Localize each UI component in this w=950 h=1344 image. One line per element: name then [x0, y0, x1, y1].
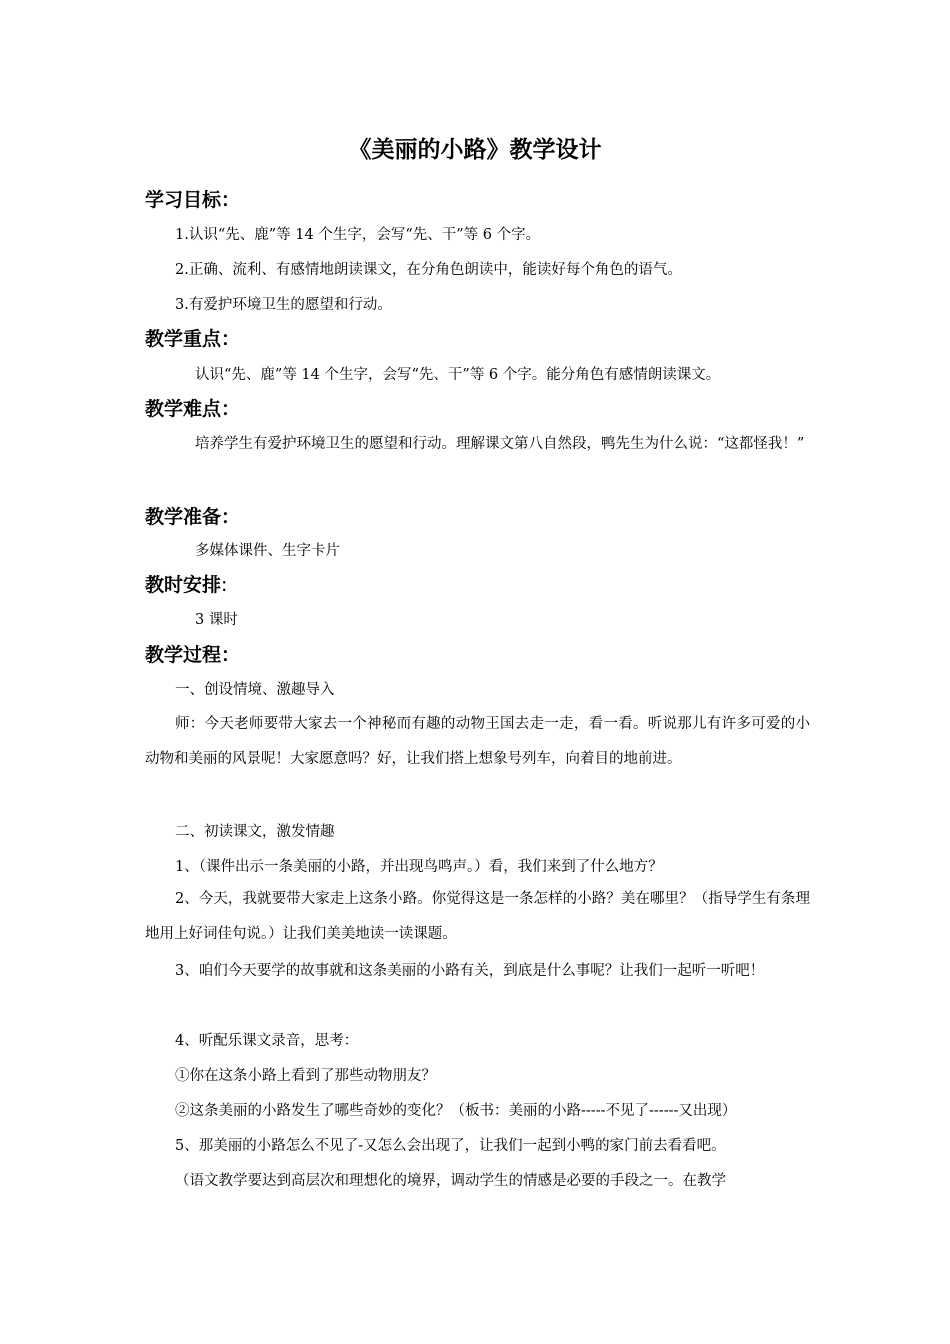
schedule-text: 3 课时: [195, 612, 238, 628]
preparation-text: 多媒体课件、生字卡片: [195, 543, 340, 559]
objective-item-2: 2.正确、流利、有感情地朗读课文，在分角色朗读中，能读好每个角色的语气。: [175, 262, 682, 278]
heading-difficulties: 教学难点：: [145, 398, 241, 420]
process-question-2: ②这条美丽的小路发生了哪些奇妙的变化？（板书：美丽的小路-----不见了------又出现）: [175, 1103, 737, 1119]
document-title: 《美丽的小路》教学设计: [348, 137, 602, 163]
process-step-1: 1、（课件出示一条美丽的小路，并出现鸟鸣声。）看，我们来到了什么地方？: [175, 859, 663, 875]
process-step-5: 5、那美丽的小路怎么不见了-又怎么会出现了，让我们一起到小鸭的家门前去看看吧。: [175, 1138, 726, 1154]
process-question-1: ①你在这条小路上看到了那些动物朋友？: [175, 1068, 436, 1084]
process-part1-text: 师：今天老师要带大家去一个神秘而有趣的动物王国去走一走，看一看。听说那儿有许多可爱的小动物和美丽的风景呢！大家愿意吗？好，让我们搭上想象号列车，向着目的地前进。: [145, 716, 810, 767]
difficulties-text: 培养学生有爱护环境卫生的愿望和行动。理解课文第八自然段，鸭先生为什么说：“这都怪我！”: [195, 436, 805, 452]
heading-schedule-label: 教时安排: [145, 574, 222, 596]
process-part2-title: 二、初读课文，激发情趣: [175, 824, 335, 840]
process-step-2: 2、今天，我就要带大家走上这条小路。你觉得这是一条怎样的小路？美在哪里？（指导学生有条理地用上好词佳句说。）让我们美美地读一读课题。: [145, 891, 810, 942]
objective-item-1: 1.认识“先、鹿”等 14 个生字，会写“先、干”等 6 个字。: [175, 227, 541, 243]
heading-process: 教学过程：: [145, 644, 241, 666]
process-step-4: 4、听配乐课文录音，思考：: [175, 1033, 359, 1049]
heading-key-points: 教学重点：: [145, 328, 241, 350]
process-note: （语文教学要达到高层次和理想化的境界，调动学生的情感是必要的手段之一。在教学: [175, 1173, 726, 1189]
process-step-3: 3、咱们今天要学的故事就和这条美丽的小路有关，到底是什么事呢？让我们一起听一听吧！: [175, 963, 765, 979]
process-part1-title: 一、创设情境、激趣导入: [175, 682, 335, 698]
heading-schedule-colon: :: [221, 574, 228, 596]
objective-item-3: 3.有爱护环境卫生的愿望和行动。: [175, 297, 392, 313]
heading-schedule: [145, 571, 227, 599]
heading-objectives: 学习目标：: [145, 189, 241, 211]
heading-preparation: 教学准备：: [145, 506, 241, 528]
key-points-text: 认识“先、鹿”等 14 个生字，会写“先、干”等 6 个字。能分角色有感情朗读课文。: [195, 367, 721, 383]
